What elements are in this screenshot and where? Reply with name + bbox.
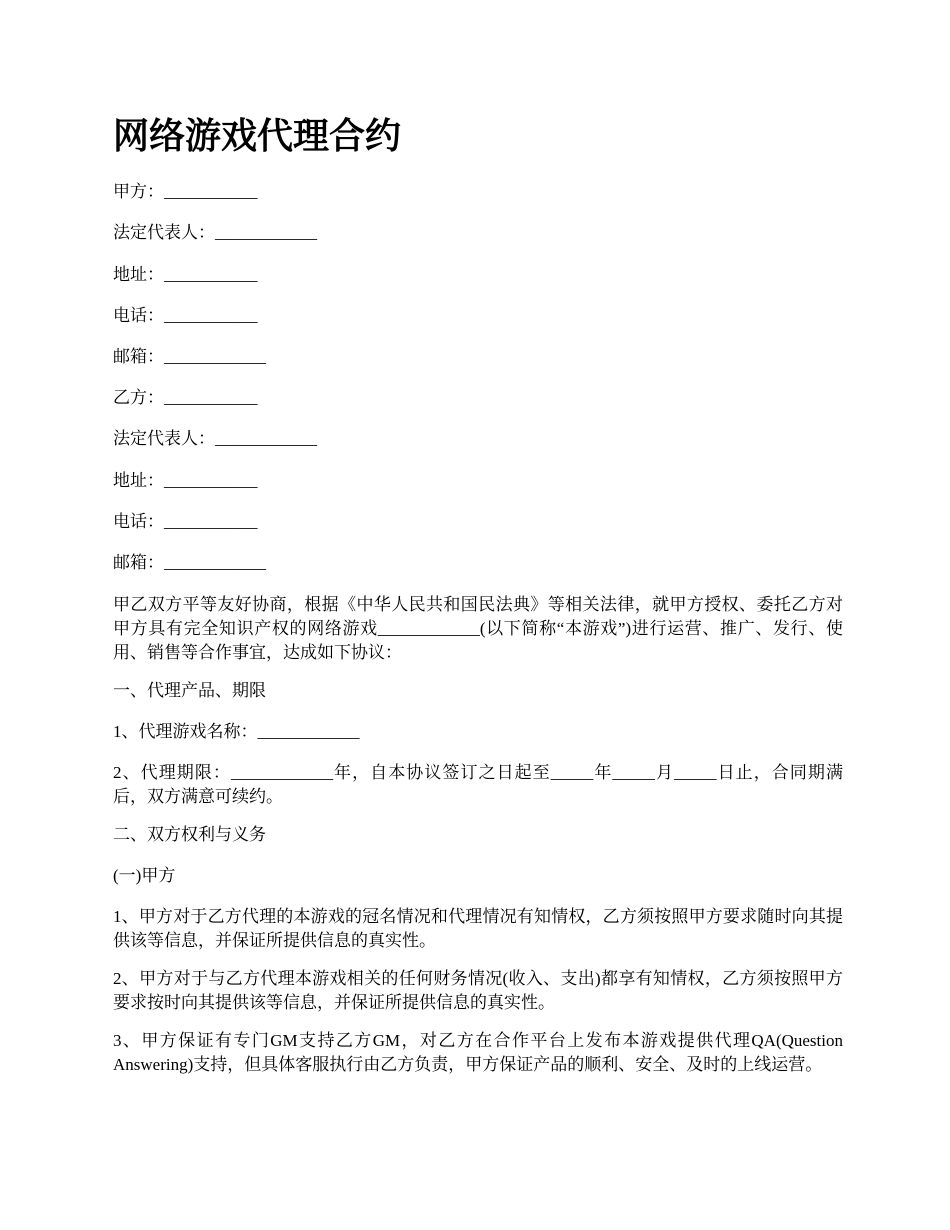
intro-paragraph: 甲乙双方平等友好协商，根据《中华人民共和国民法典》等相关法律，就甲方授权、委托乙方对甲方具有完全知识产权的网络游戏____________(以下简称“本游戏”)进行运营、推广、发行、使用、销售等合作事宜，达成如下协议：: [113, 595, 843, 662]
section-2-heading: 二、双方权利与义务: [113, 825, 266, 844]
section-2-item-3: 3、甲方保证有专门GM支持乙方GM，对乙方在合作平台上发布本游戏提供代理QA(Question Answering)支持，但具体客服执行由乙方负责，甲方保证产品的顺利、安全、及时的上线运营。: [113, 1031, 843, 1074]
section-1-heading: 一、代理产品、期限: [113, 681, 266, 700]
document-title: 网络游戏代理合约: [113, 115, 402, 157]
party-a-name: 甲方：___________: [113, 182, 258, 201]
party-a-representative: 法定代表人：____________: [113, 223, 317, 242]
party-b-address: 地址：___________: [113, 471, 258, 490]
party-b-email: 邮箱：____________: [113, 553, 266, 572]
party-b-phone: 电话：___________: [113, 512, 258, 531]
section-1-item-2: 2、代理期限：____________年，自本协议签订之日起至_____年_____月_____日止，合同期满后，双方满意可续约。: [113, 763, 843, 806]
section-2-sub-a: (一)甲方: [113, 866, 176, 885]
section-1-item-1: 1、代理游戏名称：____________: [113, 722, 360, 741]
party-b-name: 乙方：___________: [113, 388, 258, 407]
party-a-phone: 电话：___________: [113, 306, 258, 325]
section-2-item-1: 1、甲方对于乙方代理的本游戏的冠名情况和代理情况有知情权，乙方须按照甲方要求随时向其提供该等信息，并保证所提供信息的真实性。: [113, 907, 843, 950]
party-a-email: 邮箱：____________: [113, 347, 266, 366]
party-a-address: 地址：___________: [113, 265, 258, 284]
party-b-representative: 法定代表人：____________: [113, 429, 317, 448]
section-2-item-2: 2、甲方对于与乙方代理本游戏相关的任何财务情况(收入、支出)都享有知情权，乙方须按照甲方要求按时向其提供该等信息，并保证所提供信息的真实性。: [113, 969, 843, 1012]
